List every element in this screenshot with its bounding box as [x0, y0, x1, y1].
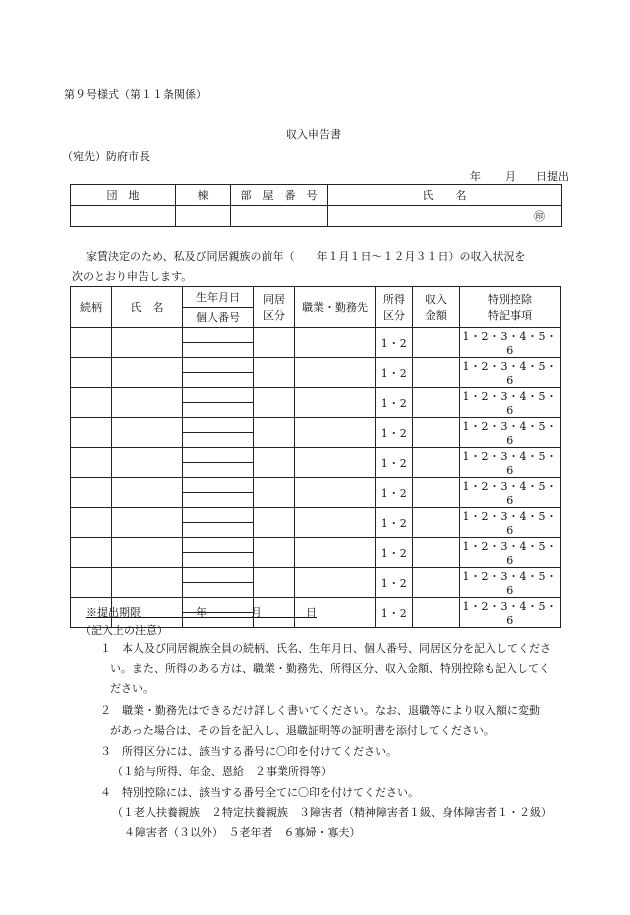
deduction-cell[interactable]: 1・2・3・4・5・6: [460, 598, 561, 628]
job-cell[interactable]: [295, 418, 376, 448]
seal-mark: ㊞: [534, 210, 545, 223]
intro-line1: 家賃決定のため、私及び同居親族の前年（ 年１月１日～１２月３１日）の収入状況を: [86, 250, 526, 263]
note-line-7: （１給与所得、年金、恩給 ２事業所得等）: [112, 765, 332, 778]
note-line-10: ４障害者（３以外） ５老年者 ６寡婦・寡夫）: [124, 826, 361, 839]
deduction-cell[interactable]: 1・2・3・4・5・6: [460, 538, 561, 568]
deduction-cell[interactable]: 1・2・3・4・5・6: [460, 388, 561, 418]
job-cell[interactable]: [295, 538, 376, 568]
deduction-cell[interactable]: 1・2・3・4・5・6: [460, 508, 561, 538]
income-type-cell[interactable]: 1・2: [376, 448, 413, 478]
name-cell[interactable]: [112, 508, 183, 538]
intro-line2: 次のとおり申告します。: [72, 270, 193, 283]
note-line-5: があった場合は、その旨を記入し、退職証明等の証明書を添付してください。: [110, 724, 495, 737]
table-row: [71, 538, 561, 568]
name-cell[interactable]: [112, 358, 183, 388]
table-row: [71, 568, 561, 598]
relation-cell[interactable]: [71, 328, 112, 358]
deduction-cell[interactable]: 1・2・3・4・5・6: [460, 328, 561, 358]
col-name: 氏 名: [112, 287, 183, 328]
cohabit-cell[interactable]: [254, 418, 295, 448]
income-type-cell[interactable]: 1・2: [376, 508, 413, 538]
col-income-type: 所得 区分: [376, 287, 413, 328]
cohabit-cell[interactable]: [254, 448, 295, 478]
income-amount-cell[interactable]: [413, 568, 460, 598]
income-type-cell[interactable]: 1・2: [376, 328, 413, 358]
page-title: 収入申告書: [286, 128, 341, 141]
date-day: 日提出: [536, 170, 569, 183]
income-type-cell[interactable]: 1・2: [376, 358, 413, 388]
table-row: [71, 478, 561, 508]
name-cell[interactable]: [112, 418, 183, 448]
note-line-3: ださい。: [110, 682, 154, 695]
note-line-1: １ 本人及び同居親族全員の続柄、氏名、生年月日、個人番号、同居区分を記入してくださ: [100, 642, 551, 655]
col-deduction: 特別控除 特記事項: [460, 287, 561, 328]
cohabit-cell[interactable]: [254, 568, 295, 598]
notes-title: （記入上の注意）: [80, 624, 168, 637]
birth-cell[interactable]: [183, 418, 254, 448]
header-danchi: 団 地: [71, 185, 176, 206]
relation-cell[interactable]: [71, 418, 112, 448]
job-cell[interactable]: [295, 388, 376, 418]
table-row: [71, 448, 561, 478]
birth-cell[interactable]: [183, 478, 254, 508]
name-cell[interactable]: [112, 538, 183, 568]
relation-cell[interactable]: [71, 508, 112, 538]
col-birth-label: 生年月日: [196, 290, 240, 304]
income-amount-cell[interactable]: [413, 598, 460, 628]
birth-cell[interactable]: [183, 568, 254, 598]
income-type-cell[interactable]: 1・2: [376, 538, 413, 568]
table-row: [71, 508, 561, 538]
relation-cell[interactable]: [71, 358, 112, 388]
relation-cell[interactable]: [71, 478, 112, 508]
col-relation: 続柄: [71, 287, 112, 328]
col-income-amount: 収入 金額: [413, 287, 460, 328]
birth-cell[interactable]: [183, 538, 254, 568]
job-cell[interactable]: [295, 478, 376, 508]
income-amount-cell[interactable]: [413, 478, 460, 508]
note-line-2: い。また、所得のある方は、職業・勤務先、所得区分、収入金額、特別控除も記入してく: [110, 662, 550, 675]
date-month: 月: [505, 170, 516, 183]
income-type-cell[interactable]: 1・2: [376, 388, 413, 418]
cohabit-cell[interactable]: [254, 478, 295, 508]
name-cell[interactable]: [112, 328, 183, 358]
deduction-cell[interactable]: 1・2・3・4・5・6: [460, 358, 561, 388]
col-birth: [183, 287, 254, 328]
col-job: 職業・勤務先: [295, 287, 376, 328]
income-table: [70, 286, 561, 628]
header-name: 氏 名: [328, 185, 562, 206]
col-personal-no-label: 個人番号: [183, 307, 253, 328]
cohabit-cell[interactable]: [254, 508, 295, 538]
name-cell[interactable]: [112, 478, 183, 508]
note-line-9: （１老人扶養親族 ２特定扶養親族 ３障害者（精神障害者１級、身体障害者１・２級）: [112, 806, 552, 819]
relation-cell[interactable]: [71, 568, 112, 598]
birth-cell[interactable]: [183, 328, 254, 358]
income-amount-cell[interactable]: [413, 328, 460, 358]
income-amount-cell[interactable]: [413, 508, 460, 538]
birth-cell[interactable]: [183, 448, 254, 478]
deadline: ※提出期限 年 月 日: [86, 606, 317, 619]
deduction-cell[interactable]: 1・2・3・4・5・6: [460, 478, 561, 508]
relation-cell[interactable]: [71, 538, 112, 568]
building-field[interactable]: [176, 206, 231, 227]
danchi-field[interactable]: [71, 206, 176, 227]
date-year: 年: [470, 170, 481, 183]
addressee: （宛先）防府市長: [62, 150, 150, 163]
job-cell[interactable]: [295, 568, 376, 598]
deduction-cell[interactable]: 1・2・3・4・5・6: [460, 448, 561, 478]
birth-cell[interactable]: [183, 508, 254, 538]
income-amount-cell[interactable]: [413, 418, 460, 448]
name-cell[interactable]: [112, 448, 183, 478]
birth-cell[interactable]: [183, 358, 254, 388]
income-type-cell[interactable]: 1・2: [376, 418, 413, 448]
job-cell[interactable]: [295, 448, 376, 478]
relation-cell[interactable]: [71, 388, 112, 418]
income-type-cell[interactable]: 1・2: [376, 478, 413, 508]
income-amount-cell[interactable]: [413, 448, 460, 478]
income-amount-cell[interactable]: [413, 358, 460, 388]
income-amount-cell[interactable]: [413, 538, 460, 568]
table-row: [71, 388, 561, 418]
birth-cell[interactable]: [183, 388, 254, 418]
table-row: [71, 358, 561, 388]
header-room: 部 屋 番 号: [231, 185, 328, 206]
table-row: [71, 418, 561, 448]
income-type-cell[interactable]: 1・2: [376, 598, 413, 628]
name-cell[interactable]: [112, 388, 183, 418]
room-field[interactable]: [231, 206, 328, 227]
note-line-8: ４ 特別控除には、該当する番号全てに〇印を付けてください。: [100, 786, 419, 799]
job-cell[interactable]: [295, 358, 376, 388]
name-cell[interactable]: [112, 568, 183, 598]
job-cell[interactable]: [295, 328, 376, 358]
table-row: [71, 328, 561, 358]
cohabit-cell[interactable]: [254, 358, 295, 388]
income-amount-cell[interactable]: [413, 388, 460, 418]
name-field[interactable]: [328, 206, 562, 227]
relation-cell[interactable]: [71, 448, 112, 478]
job-cell[interactable]: [295, 508, 376, 538]
deduction-cell[interactable]: 1・2・3・4・5・6: [460, 568, 561, 598]
residence-table: [70, 184, 562, 227]
form-id: 第９号様式（第１１条関係）: [64, 88, 207, 101]
col-cohabit: 同居 区分: [254, 287, 295, 328]
cohabit-cell[interactable]: [254, 328, 295, 358]
note-line-4: ２ 職業・勤務先はできるだけ詳しく書いてください。なお、退職等により収入額に変動: [100, 704, 540, 717]
deduction-cell[interactable]: 1・2・3・4・5・6: [460, 418, 561, 448]
header-building: 棟: [176, 185, 231, 206]
income-type-cell[interactable]: 1・2: [376, 568, 413, 598]
note-line-6: ３ 所得区分には、該当する番号に〇印を付けてください。: [100, 745, 397, 758]
cohabit-cell[interactable]: [254, 388, 295, 418]
cohabit-cell[interactable]: [254, 538, 295, 568]
